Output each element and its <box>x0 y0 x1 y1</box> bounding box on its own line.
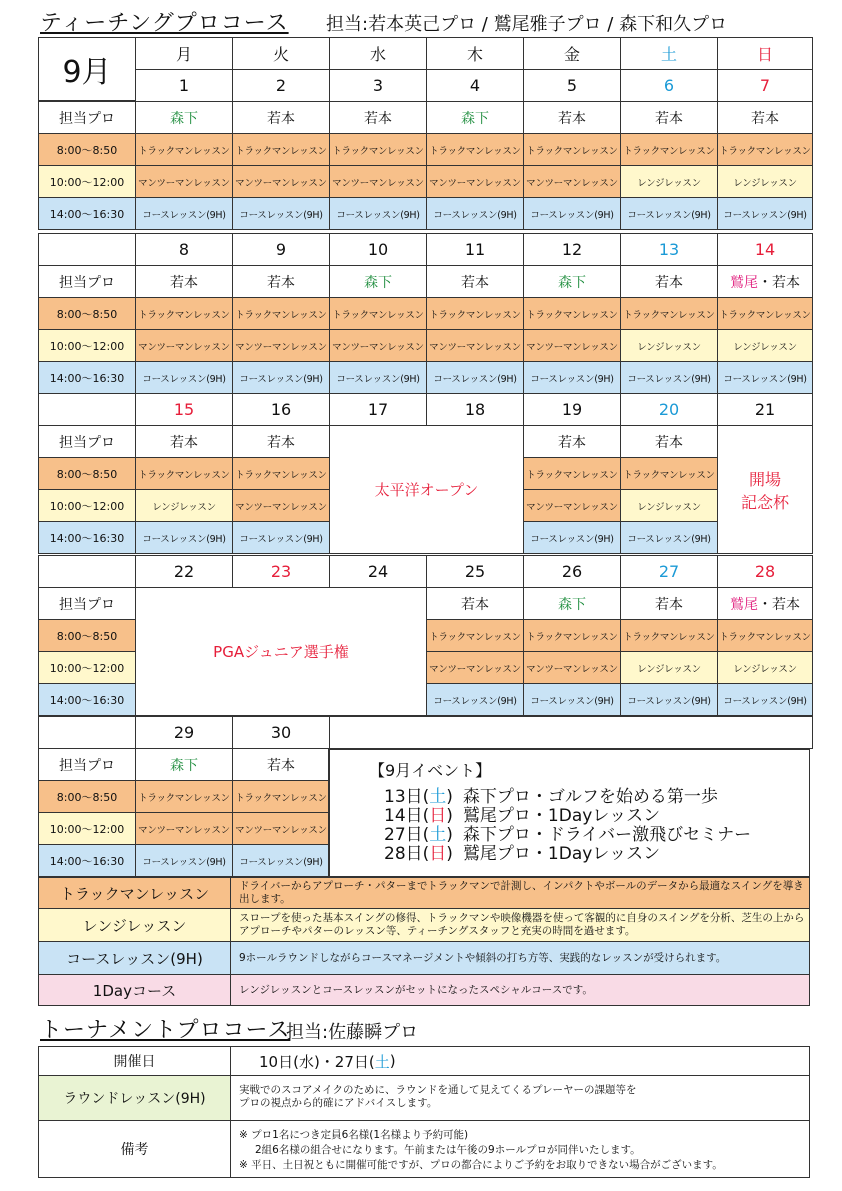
day-1-5: 13 <box>620 233 718 266</box>
lesson-2-4-1: マンツーマンレッスン <box>523 489 621 522</box>
day-2-1: 16 <box>232 393 330 426</box>
dates-dow: 土 <box>374 1052 390 1071</box>
lesson-1-0-1: マンツーマンレッスン <box>135 329 233 362</box>
legend-name-1: レンジレッスン <box>38 908 231 942</box>
lesson-2-0-0: トラックマンレッスン <box>135 457 233 490</box>
lesson-2-1-1: マンツーマンレッスン <box>232 489 330 522</box>
lesson-0-6-0: トラックマンレッスン <box>717 133 813 166</box>
pro-0-4: 若本 <box>523 101 621 134</box>
tournament-staff: 担当:佐藤瞬プロ <box>286 1022 419 1043</box>
day-3-6: 28 <box>717 555 813 588</box>
event-dow: 日 <box>429 806 447 826</box>
lesson-1-3-1: マンツーマンレッスン <box>426 329 524 362</box>
event-open: ( <box>422 787 430 807</box>
time-0-0: 8:00〜8:50 <box>38 133 136 166</box>
day-1-4: 12 <box>523 233 621 266</box>
legend-name-0: トラックマンレッスン <box>38 877 231 909</box>
time-3-1: 10:00〜12:00 <box>38 651 136 684</box>
legend-desc-3: レンジレッスンとコースレッスンがセットになったスペシャルコースです。 <box>230 974 810 1006</box>
legend-desc-2: 9ホールラウンドしながらコースマネージメントや傾斜の打ち方等、実践的なレッスンが受けられます。 <box>230 941 810 975</box>
pro-label-2: 担当プロ <box>38 425 136 458</box>
day-3-0: 22 <box>135 555 233 588</box>
event-item <box>384 807 751 826</box>
lesson-0-2-1: マンツーマンレッスン <box>329 165 427 198</box>
day-2-5: 20 <box>620 393 718 426</box>
pro-wakamoto: ・若本 <box>758 596 800 613</box>
event-open: ( <box>422 806 430 826</box>
weekday-5: 土 <box>620 37 718 70</box>
pro-2-4: 若本 <box>523 425 621 458</box>
note-line-1: ※ プロ1名につき定員6名様(1名様より予約可能) <box>239 1129 469 1141</box>
time-0-2: 14:00〜16:30 <box>38 197 136 230</box>
time-1-2: 14:00〜16:30 <box>38 361 136 394</box>
lesson-3-3-0: トラックマンレッスン <box>426 619 524 652</box>
pro-0-5: 若本 <box>620 101 718 134</box>
lesson-4-1-2: コースレッスン(9H) <box>232 844 330 877</box>
day-4-0: 29 <box>135 716 233 749</box>
note-line-2: 2組6名様の組合せになります。午前または午後の9ホールプロが同伴いたします。 <box>255 1144 641 1156</box>
lesson-3-5-0: トラックマンレッスン <box>620 619 718 652</box>
event-side-line-0: 開場 <box>748 469 781 489</box>
pro-3-5: 若本 <box>620 587 718 620</box>
round-lesson-label: ラウンドレッスン(9H) <box>38 1075 231 1121</box>
lesson-0-4-0: トラックマンレッスン <box>523 133 621 166</box>
pro-3-4: 森下 <box>523 587 621 620</box>
day-0-2: 3 <box>329 69 427 102</box>
pro-1-5: 若本 <box>620 265 718 298</box>
pro-washio: 鷲尾 <box>730 596 758 613</box>
day-1-0: 8 <box>135 233 233 266</box>
event-open: ( <box>422 825 430 845</box>
lesson-2-5-1: レンジレッスン <box>620 489 718 522</box>
event-item <box>384 826 751 845</box>
event-item <box>384 788 751 807</box>
pro-label-0: 担当プロ <box>38 101 136 134</box>
day-0-6: 7 <box>717 69 813 102</box>
day-3-3: 25 <box>426 555 524 588</box>
lesson-1-3-2: コースレッスン(9H) <box>426 361 524 394</box>
lesson-1-5-1: レンジレッスン <box>620 329 718 362</box>
lesson-0-3-2: コースレッスン(9H) <box>426 197 524 230</box>
lesson-1-0-0: トラックマンレッスン <box>135 297 233 330</box>
lesson-4-1-0: トラックマンレッスン <box>232 780 330 813</box>
pro-4-1: 若本 <box>232 748 330 781</box>
lesson-0-5-1: レンジレッスン <box>620 165 718 198</box>
notes-label: 備考 <box>38 1120 231 1178</box>
day-1-1: 9 <box>232 233 330 266</box>
lesson-3-6-1: レンジレッスン <box>717 651 813 684</box>
lesson-3-3-1: マンツーマンレッスン <box>426 651 524 684</box>
event-text: 森下プロ・ドライバー激飛びセミナー <box>462 825 752 845</box>
lesson-0-3-1: マンツーマンレッスン <box>426 165 524 198</box>
day-1-6: 14 <box>717 233 813 266</box>
day-1-3: 11 <box>426 233 524 266</box>
event-taiheiyo-open: 太平洋オープン <box>329 425 524 554</box>
day-3-2: 24 <box>329 555 427 588</box>
lesson-1-5-2: コースレッスン(9H) <box>620 361 718 394</box>
weekday-1: 火 <box>232 37 330 70</box>
lesson-1-2-2: コースレッスン(9H) <box>329 361 427 394</box>
day-3-5: 27 <box>620 555 718 588</box>
lesson-2-5-2: コースレッスン(9H) <box>620 521 718 554</box>
lesson-1-4-0: トラックマンレッスン <box>523 297 621 330</box>
lesson-1-1-1: マンツーマンレッスン <box>232 329 330 362</box>
pro-0-2: 若本 <box>329 101 427 134</box>
pro-1-0: 若本 <box>135 265 233 298</box>
weekday-0: 月 <box>135 37 233 70</box>
event-dow: 土 <box>429 825 447 845</box>
dates-value <box>230 1046 810 1076</box>
lesson-2-0-1: レンジレッスン <box>135 489 233 522</box>
lesson-2-4-2: コースレッスン(9H) <box>523 521 621 554</box>
lesson-0-0-2: コースレッスン(9H) <box>135 197 233 230</box>
weekday-4: 金 <box>523 37 621 70</box>
time-1-1: 10:00〜12:00 <box>38 329 136 362</box>
pro-0-6: 若本 <box>717 101 813 134</box>
lesson-4-0-2: コースレッスン(9H) <box>135 844 233 877</box>
lesson-1-1-0: トラックマンレッスン <box>232 297 330 330</box>
lesson-3-5-1: レンジレッスン <box>620 651 718 684</box>
lesson-1-3-0: トラックマンレッスン <box>426 297 524 330</box>
event-dow: 日 <box>429 844 447 864</box>
lesson-4-0-1: マンツーマンレッスン <box>135 812 233 845</box>
time-4-0: 8:00〜8:50 <box>38 780 136 813</box>
time-3-0: 8:00〜8:50 <box>38 619 136 652</box>
time-2-2: 14:00〜16:30 <box>38 521 136 554</box>
event-kaijo-kinenhai <box>717 425 813 554</box>
legend-desc-1: スロープを使った基本スイングの修得、トラックマンや映像機器を使って客観的に自身のスイングを分析、芝生の上からアプローチやパターのレッスン等、ティーチングスタッフと充実の時間を過せます。 <box>230 908 810 942</box>
lesson-2-4-0: トラックマンレッスン <box>523 457 621 490</box>
lesson-1-2-0: トラックマンレッスン <box>329 297 427 330</box>
lesson-1-4-2: コースレッスン(9H) <box>523 361 621 394</box>
pro-1-1: 若本 <box>232 265 330 298</box>
weekday-2: 水 <box>329 37 427 70</box>
notes-desc <box>230 1120 810 1178</box>
lesson-0-2-2: コースレッスン(9H) <box>329 197 427 230</box>
event-close: ) <box>446 806 453 826</box>
time-3-2: 14:00〜16:30 <box>38 683 136 716</box>
dates-text-b: ) <box>389 1052 396 1070</box>
lesson-0-1-0: トラックマンレッスン <box>232 133 330 166</box>
lesson-4-0-0: トラックマンレッスン <box>135 780 233 813</box>
week-4-blank <box>38 716 136 749</box>
time-4-1: 10:00〜12:00 <box>38 812 136 845</box>
lesson-1-6-0: トラックマンレッスン <box>717 297 813 330</box>
event-close: ) <box>446 787 453 807</box>
events-box <box>328 749 810 877</box>
pro-1-4: 森下 <box>523 265 621 298</box>
lesson-3-4-0: トラックマンレッスン <box>523 619 621 652</box>
pro-label-3: 担当プロ <box>38 587 136 620</box>
pro-4-0: 森下 <box>135 748 233 781</box>
lesson-2-5-0: トラックマンレッスン <box>620 457 718 490</box>
pro-3-6 <box>717 587 813 620</box>
event-date: 28日 <box>384 844 423 864</box>
time-4-2: 14:00〜16:30 <box>38 844 136 877</box>
lesson-3-4-1: マンツーマンレッスン <box>523 651 621 684</box>
week-2-blank <box>38 393 136 426</box>
round-desc-line2: プロの視点から的確にアドバイスします。 <box>239 1097 438 1109</box>
page-title: ティーチングプロコース <box>40 11 289 36</box>
lesson-3-5-2: コースレッスン(9H) <box>620 683 718 716</box>
event-close: ) <box>446 825 453 845</box>
event-date: 14日 <box>384 806 423 826</box>
pro-1-6 <box>717 265 813 298</box>
month-label: 9月 <box>38 37 136 101</box>
time-2-1: 10:00〜12:00 <box>38 489 136 522</box>
event-close: ) <box>446 844 453 864</box>
pro-label-1: 担当プロ <box>38 265 136 298</box>
event-open: ( <box>422 844 430 864</box>
pro-washio: 鷲尾 <box>730 274 758 291</box>
pro-2-5: 若本 <box>620 425 718 458</box>
day-0-3: 4 <box>426 69 524 102</box>
day-0-1: 2 <box>232 69 330 102</box>
lesson-0-6-2: コースレッスン(9H) <box>717 197 813 230</box>
lesson-3-3-2: コースレッスン(9H) <box>426 683 524 716</box>
event-date: 27日 <box>384 825 423 845</box>
tournament-title: トーナメントプロコース <box>40 1018 291 1043</box>
day-2-3: 18 <box>426 393 524 426</box>
time-0-1: 10:00〜12:00 <box>38 165 136 198</box>
pro-3-3: 若本 <box>426 587 524 620</box>
lesson-1-5-0: トラックマンレッスン <box>620 297 718 330</box>
events-title: 【9月イベント】 <box>369 761 492 780</box>
week-4-blank-right <box>329 716 813 749</box>
pro-0-0: 森下 <box>135 101 233 134</box>
pro-0-1: 若本 <box>232 101 330 134</box>
lesson-0-1-2: コースレッスン(9H) <box>232 197 330 230</box>
day-2-0: 15 <box>135 393 233 426</box>
pro-2-0: 若本 <box>135 425 233 458</box>
lesson-1-1-2: コースレッスン(9H) <box>232 361 330 394</box>
lesson-0-0-1: マンツーマンレッスン <box>135 165 233 198</box>
event-item <box>384 845 751 864</box>
lesson-0-3-0: トラックマンレッスン <box>426 133 524 166</box>
pro-1-2: 森下 <box>329 265 427 298</box>
day-4-1: 30 <box>232 716 330 749</box>
lesson-1-6-2: コースレッスン(9H) <box>717 361 813 394</box>
legend-name-2: コースレッスン(9H) <box>38 941 231 975</box>
weekday-3: 木 <box>426 37 524 70</box>
lesson-1-2-1: マンツーマンレッスン <box>329 329 427 362</box>
lesson-0-1-1: マンツーマンレッスン <box>232 165 330 198</box>
lesson-2-0-2: コースレッスン(9H) <box>135 521 233 554</box>
event-pga-junior: PGAジュニア選手権 <box>135 587 427 716</box>
event-side-line-1: 記念杯 <box>740 492 789 512</box>
day-2-6: 21 <box>717 393 813 426</box>
dates-text-a: 10日(水)・27日( <box>259 1052 375 1071</box>
lesson-2-1-2: コースレッスン(9H) <box>232 521 330 554</box>
event-date: 13日 <box>384 787 423 807</box>
day-3-4: 26 <box>523 555 621 588</box>
lesson-2-1-0: トラックマンレッスン <box>232 457 330 490</box>
lesson-4-1-1: マンツーマンレッスン <box>232 812 330 845</box>
lesson-3-6-2: コースレッスン(9H) <box>717 683 813 716</box>
weekday-6: 日 <box>717 37 813 70</box>
pro-0-3: 森下 <box>426 101 524 134</box>
lesson-1-4-1: マンツーマンレッスン <box>523 329 621 362</box>
legend-name-3: 1Dayコース <box>38 974 231 1006</box>
lesson-3-6-0: トラックマンレッスン <box>717 619 813 652</box>
lesson-1-0-2: コースレッスン(9H) <box>135 361 233 394</box>
pro-wakamoto: ・若本 <box>758 274 800 291</box>
round-lesson-desc <box>230 1075 810 1121</box>
event-text: 森下プロ・ゴルフを始める第一歩 <box>462 787 718 807</box>
lesson-0-5-2: コースレッスン(9H) <box>620 197 718 230</box>
time-2-0: 8:00〜8:50 <box>38 457 136 490</box>
legend-desc-0: ドライバーからアプローチ・パターまでトラックマンで計測し、インパクトやボールのデータから最適なスイングを導き出します。 <box>230 877 810 909</box>
day-3-1: 23 <box>232 555 330 588</box>
day-0-5: 6 <box>620 69 718 102</box>
time-1-0: 8:00〜8:50 <box>38 297 136 330</box>
day-2-2: 17 <box>329 393 427 426</box>
note-line-3: ※ 平日、土日祝ともに開催可能ですが、プロの都合によりご予約をお取りできない場合がございます。 <box>239 1159 723 1171</box>
lesson-0-6-1: レンジレッスン <box>717 165 813 198</box>
week-1-blank <box>38 233 136 266</box>
day-1-2: 10 <box>329 233 427 266</box>
lesson-3-4-2: コースレッスン(9H) <box>523 683 621 716</box>
events-list <box>384 788 751 864</box>
day-0-4: 5 <box>523 69 621 102</box>
lesson-0-4-2: コースレッスン(9H) <box>523 197 621 230</box>
lesson-0-0-0: トラックマンレッスン <box>135 133 233 166</box>
event-text: 鷲尾プロ・1Dayレッスン <box>462 844 661 864</box>
pro-1-3: 若本 <box>426 265 524 298</box>
lesson-0-4-1: マンツーマンレッスン <box>523 165 621 198</box>
event-text: 鷲尾プロ・1Dayレッスン <box>462 806 661 826</box>
pro-2-1: 若本 <box>232 425 330 458</box>
lesson-1-6-1: レンジレッスン <box>717 329 813 362</box>
round-desc-line1: 実戦でのスコアメイクのために、ラウンドを通して見えてくるプレーヤーの課題等を <box>239 1084 637 1096</box>
event-dow: 土 <box>429 787 447 807</box>
staff-line: 担当:若本英己プロ / 鷲尾雅子プロ / 森下和久プロ <box>326 14 728 35</box>
day-2-4: 19 <box>523 393 621 426</box>
dates-label: 開催日 <box>38 1046 231 1076</box>
day-0-0: 1 <box>135 69 233 102</box>
lesson-0-5-0: トラックマンレッスン <box>620 133 718 166</box>
lesson-0-2-0: トラックマンレッスン <box>329 133 427 166</box>
week-3-blank <box>38 555 136 588</box>
pro-label-4: 担当プロ <box>38 748 136 781</box>
